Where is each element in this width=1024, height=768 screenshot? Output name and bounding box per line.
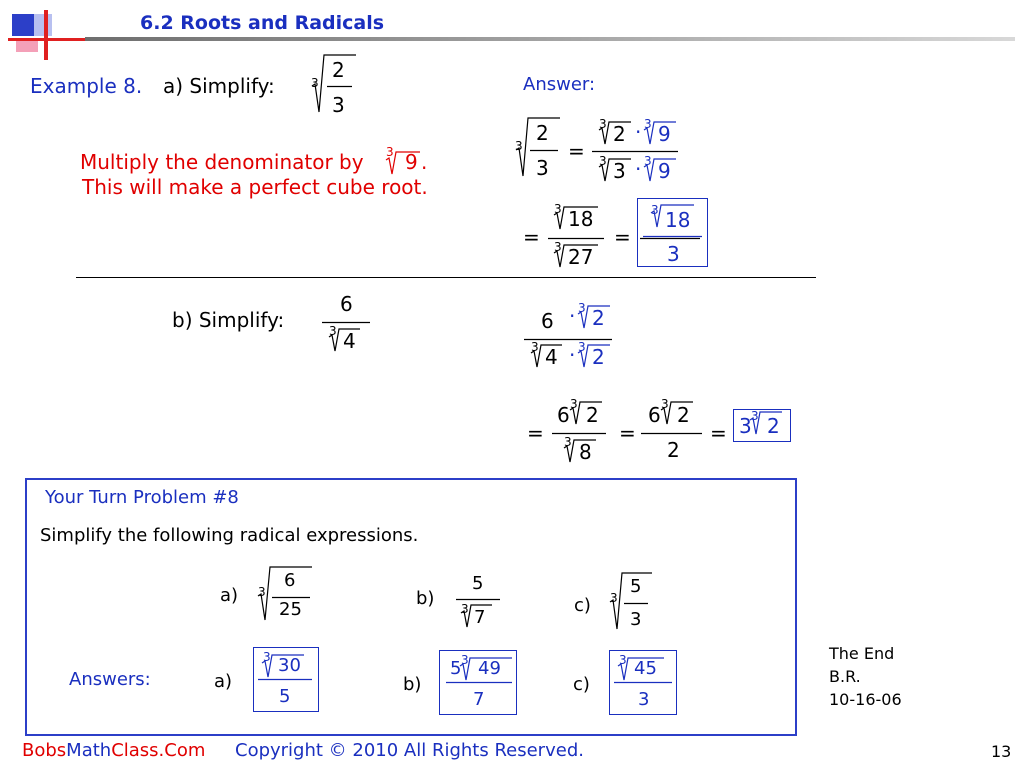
example-label: Example 8. — [30, 74, 143, 98]
end-note-line3: 10-16-06 — [829, 690, 902, 709]
problem-a-label: a) — [220, 585, 239, 606]
part-b-label: b) Simplify: — [172, 308, 285, 332]
end-note-line2: B.R. — [829, 667, 861, 686]
answer-b-final: 3 3 2 — [733, 409, 791, 442]
answer-b-label: b) — [403, 674, 422, 695]
answer-a-final: 3 18 3 — [637, 198, 708, 267]
footer-copyright: Copyright © 2010 All Rights Reserved. — [235, 740, 584, 761]
footer-brand: BobsMathClass.Com — [22, 740, 206, 761]
answers-label: Answers: — [69, 669, 151, 690]
your-turn-answer-c: 3 45 3 — [609, 650, 677, 715]
your-turn-answer-b: 5 3 49 7 — [439, 650, 517, 715]
instruction-line2: This will make a perfect cube root. — [82, 175, 428, 199]
problem-c-label: c) — [574, 595, 591, 616]
instruction-line1: Multiply the denominator by — [80, 150, 364, 174]
page-title: 6.2 Roots and Radicals — [140, 12, 385, 34]
problem-b-label: b) — [416, 588, 435, 609]
answer-c-label: c) — [573, 674, 590, 695]
answer-a-label: a) — [214, 671, 233, 692]
part-a-label: a) Simplify: — [163, 74, 275, 98]
answer-label: Answer: — [523, 74, 596, 95]
your-turn-answer-a: 3 30 5 — [253, 647, 319, 712]
your-turn-instructions: Simplify the following radical expressions. — [40, 525, 419, 546]
end-note-line1: The End — [829, 644, 895, 663]
page-number: 13 — [991, 742, 1012, 761]
your-turn-title: Your Turn Problem #8 — [45, 487, 239, 508]
